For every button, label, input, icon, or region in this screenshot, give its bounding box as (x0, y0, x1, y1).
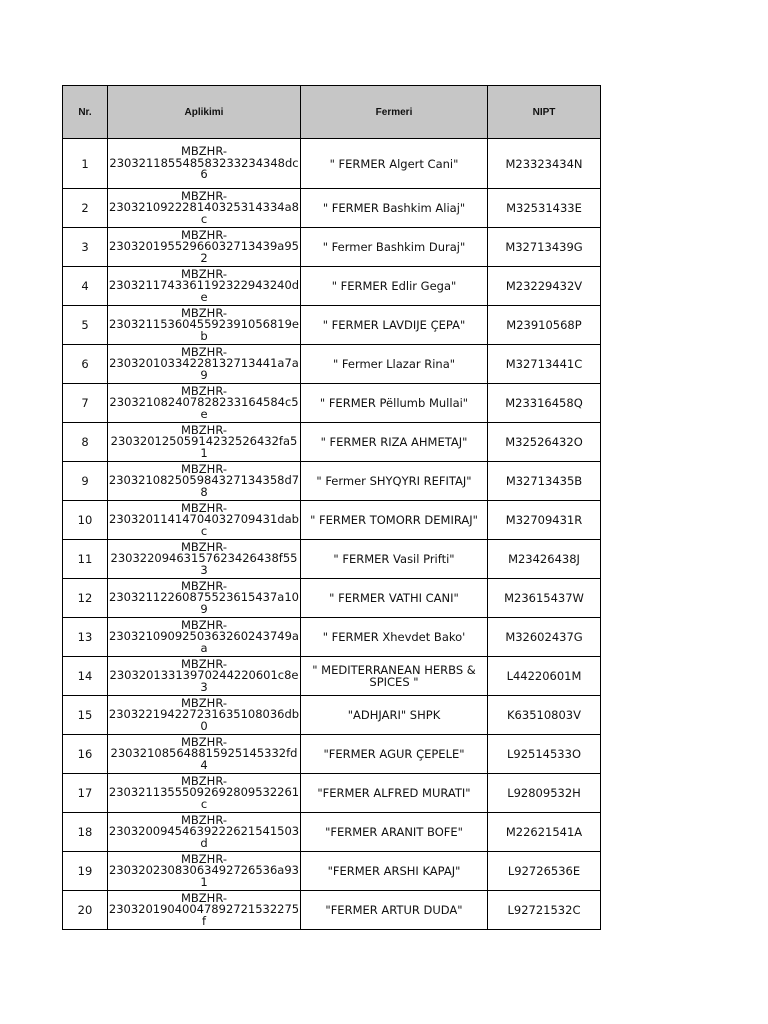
cell-nipt: K63510803V (488, 696, 601, 735)
cell-nr: 20 (63, 891, 108, 930)
cell-nr: 1 (63, 139, 108, 189)
cell-nr: 8 (63, 423, 108, 462)
application-code: MBZHR- 23032013313970244220601c8e 3 (109, 656, 299, 694)
cell-aplikimi (108, 384, 301, 423)
table-row (63, 345, 601, 384)
cell-nr: 6 (63, 345, 108, 384)
cell-nipt: L92809532H (488, 774, 601, 813)
cell-nipt: M32526432O (488, 423, 601, 462)
cell-fermeri: " FERMER Vasil Prifti" (301, 540, 488, 579)
cell-nr: 11 (63, 540, 108, 579)
cell-nr: 17 (63, 774, 108, 813)
cell-nipt: M23615437W (488, 579, 601, 618)
table-row (63, 813, 601, 852)
cell-nipt: M32602437G (488, 618, 601, 657)
header-nr: Nr. (63, 86, 108, 139)
cell-nipt: L92514533O (488, 735, 601, 774)
table-row (63, 139, 601, 189)
cell-fermeri: " FERMER VATHI CANI" (301, 579, 488, 618)
cell-fermeri: " FERMER Algert Cani" (301, 139, 488, 189)
application-code: MBZHR- 23032112260875523615437a10 9 (109, 578, 299, 616)
cell-nr: 13 (63, 618, 108, 657)
cell-nr: 15 (63, 696, 108, 735)
table-row (63, 696, 601, 735)
cell-aplikimi (108, 423, 301, 462)
cell-aplikimi (108, 501, 301, 540)
table-row (63, 891, 601, 930)
table-row (63, 540, 601, 579)
cell-nr: 4 (63, 267, 108, 306)
application-code: MBZHR- 2303211536045592391056819e b (109, 305, 299, 343)
cell-fermeri: " FERMER TOMORR DEMIRAJ" (301, 501, 488, 540)
cell-nipt: M22621541A (488, 813, 601, 852)
cell-nipt: L92721532C (488, 891, 601, 930)
application-code: MBZHR- 230321085648815925145332fd4 (110, 734, 298, 772)
header-row (63, 86, 601, 139)
cell-nr: 12 (63, 579, 108, 618)
table-row (63, 579, 601, 618)
application-code: MBZHR- 230321082407828233164584c5 e (109, 383, 299, 421)
cell-fermeri: " FERMER Xhevdet Bako' (301, 618, 488, 657)
application-code: MBZHR- 23032019040047892721532275f (108, 890, 300, 928)
table-row (63, 306, 601, 345)
cell-fermeri: "ADHJARI" SHPK (301, 696, 488, 735)
cell-nipt: M32713439G (488, 228, 601, 267)
cell-nr: 14 (63, 657, 108, 696)
cell-aplikimi (108, 345, 301, 384)
cell-nr: 16 (63, 735, 108, 774)
cell-nr: 2 (63, 189, 108, 228)
cell-nipt: L92726536E (488, 852, 601, 891)
application-code: MBZHR- 230321092228140325314334a8 c (109, 188, 299, 226)
cell-fermeri: " FERMER Pëllumb Mullai" (301, 384, 488, 423)
cell-fermeri: " FERMER LAVDIJE ÇEPA" (301, 306, 488, 345)
cell-fermeri: " FERMER Edlir Gega" (301, 267, 488, 306)
application-code: MBZHR- 23032011414704032709431dab c (109, 500, 299, 538)
cell-aplikimi (108, 267, 301, 306)
farmer-applications-table (62, 85, 601, 930)
cell-nipt: M23426438J (488, 540, 601, 579)
header-aplikimi: Aplikimi (108, 86, 301, 139)
table-row (63, 852, 601, 891)
cell-aplikimi (108, 735, 301, 774)
table-row (63, 228, 601, 267)
cell-aplikimi (108, 228, 301, 267)
cell-fermeri: " Fermer Bashkim Duraj" (301, 228, 488, 267)
cell-aplikimi (108, 579, 301, 618)
cell-fermeri: " Fermer Llazar Rina" (301, 345, 488, 384)
cell-aplikimi (108, 306, 301, 345)
cell-fermeri: " Fermer SHYQYRI REFITAJ" (301, 462, 488, 501)
table-row (63, 384, 601, 423)
cell-nr: 3 (63, 228, 108, 267)
application-code: MBZHR- 23032023083063492726536a93 1 (109, 851, 299, 889)
header-fermeri: Fermeri (301, 86, 488, 139)
cell-nr: 7 (63, 384, 108, 423)
cell-aplikimi (108, 657, 301, 696)
application-code: MBZHR- 230321082505984327134358d7 8 (108, 461, 300, 499)
table-row (63, 189, 601, 228)
cell-nr: 9 (63, 462, 108, 501)
cell-fermeri: "FERMER ARANIT BOFE" (301, 813, 488, 852)
cell-aplikimi (108, 696, 301, 735)
application-code: MBZHR- 23032012505914232526432fa51 (110, 422, 298, 460)
application-code: MBZHR- 23032019552966032713439a95 2 (109, 227, 299, 265)
cell-nr: 10 (63, 501, 108, 540)
cell-nr: 18 (63, 813, 108, 852)
application-code: MBZHR- 2303210909250363260243749a a (109, 617, 299, 655)
table-row (63, 657, 601, 696)
cell-fermeri: " MEDITERRANEAN HERBS & SPICES " (301, 657, 488, 696)
table-row (63, 774, 601, 813)
application-code: MBZHR- 230322194227231635108036db 0 (108, 695, 300, 733)
cell-nipt: M23323434N (488, 139, 601, 189)
cell-aplikimi (108, 462, 301, 501)
cell-nr: 5 (63, 306, 108, 345)
cell-aplikimi (108, 774, 301, 813)
table-row (63, 267, 601, 306)
header-nipt: NIPT (488, 86, 601, 139)
application-code: MBZHR- 23032209463157623426438f553 (110, 539, 298, 577)
application-code: MBZHR- 2303211743361192322943240d e (108, 266, 300, 304)
table-row (63, 501, 601, 540)
table-row (63, 462, 601, 501)
application-code: MBZHR- 230321185548583233234348dc 6 (109, 144, 299, 182)
cell-fermeri: "FERMER ARTUR DUDA" (301, 891, 488, 930)
table-header (63, 86, 601, 139)
cell-nipt: M23910568P (488, 306, 601, 345)
cell-aplikimi (108, 189, 301, 228)
cell-nipt: M23229432V (488, 267, 601, 306)
cell-nipt: M32531433E (488, 189, 601, 228)
cell-aplikimi (108, 891, 301, 930)
application-code: MBZHR- 23032113555092692809532261 c (108, 773, 300, 811)
cell-aplikimi (108, 139, 301, 189)
cell-nr: 19 (63, 852, 108, 891)
cell-nipt: L44220601M (488, 657, 601, 696)
application-code: MBZHR- 23032009454639222621541503 d (108, 812, 300, 850)
table-body (63, 139, 601, 930)
cell-nipt: M32709431R (488, 501, 601, 540)
table-row (63, 618, 601, 657)
cell-fermeri: "FERMER ARSHI KAPAJ" (301, 852, 488, 891)
application-code: MBZHR- 23032010334228132713441a7a 9 (109, 344, 299, 382)
table-row (63, 735, 601, 774)
cell-nipt: M32713435B (488, 462, 601, 501)
table-row (63, 423, 601, 462)
cell-aplikimi (108, 540, 301, 579)
cell-fermeri: "FERMER ALFRED MURATI" (301, 774, 488, 813)
cell-fermeri: " FERMER Bashkim Aliaj" (301, 189, 488, 228)
cell-aplikimi (108, 813, 301, 852)
cell-nipt: M23316458Q (488, 384, 601, 423)
cell-fermeri: " FERMER RIZA AHMETAJ" (301, 423, 488, 462)
cell-aplikimi (108, 852, 301, 891)
cell-nipt: M32713441C (488, 345, 601, 384)
cell-aplikimi (108, 618, 301, 657)
cell-fermeri: "FERMER AGUR ÇEPELE" (301, 735, 488, 774)
